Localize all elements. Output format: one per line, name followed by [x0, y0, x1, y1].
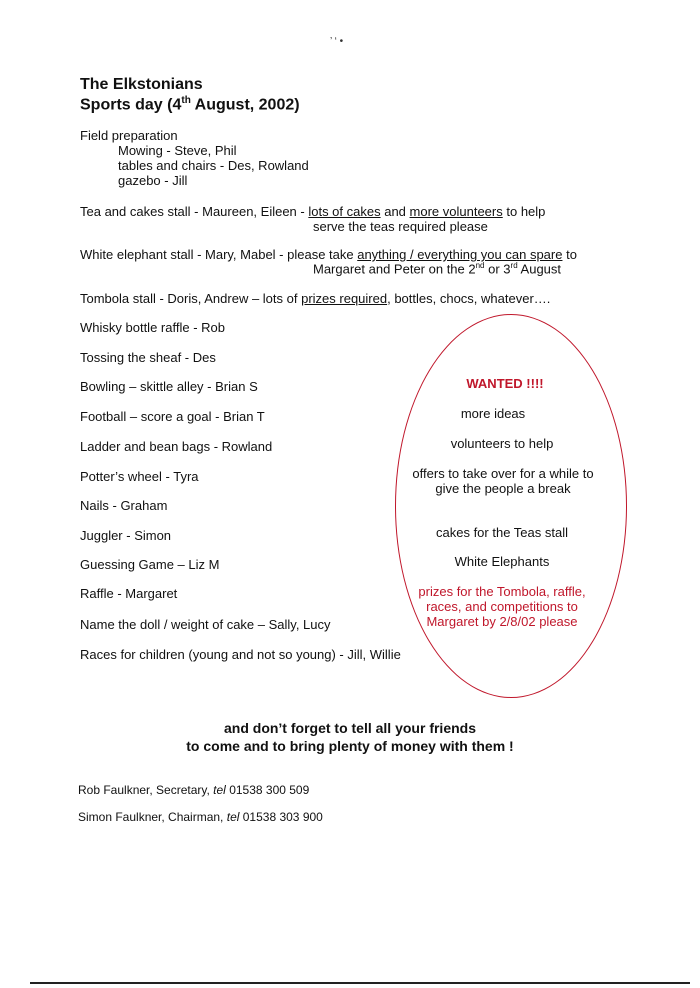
activity-item: Name the doll / weight of cake – Sally, Lucy: [80, 617, 331, 632]
wanted-oval: [395, 314, 627, 698]
wanted-item: offers to take over for a while to give the people a break: [412, 466, 594, 496]
contact-chairman: Simon Faulkner, Chairman, tel 01538 303 900: [78, 810, 323, 824]
wanted-item: cakes for the Teas stall: [436, 525, 568, 540]
scan-mark: ’ ‘ •: [330, 36, 344, 47]
activity-item: Football – score a goal - Brian T: [80, 409, 265, 424]
activity-item: Ladder and bean bags - Rowland: [80, 439, 273, 454]
activity-item: Whisky bottle raffle - Rob: [80, 320, 225, 335]
activity-item: Raffle - Margaret: [80, 586, 178, 601]
white-elephant-line: White elephant stall - Mary, Mabel - please take anything / everything you can spare to: [80, 247, 577, 262]
contact-secretary: Rob Faulkner, Secretary, tel 01538 300 509: [78, 783, 310, 797]
activity-item: Juggler - Simon: [80, 528, 172, 543]
activity-item: Guessing Game – Liz M: [80, 557, 220, 572]
activity-item: Races for children (young and not so young) - Jill, Willie: [80, 647, 401, 662]
wanted-heading: WANTED !!!!: [466, 376, 544, 391]
wanted-item: White Elephants: [454, 554, 550, 569]
tea-stall-line: Tea and cakes stall - Maureen, Eileen - lots of cakes and more volunteers to help: [80, 204, 546, 219]
page-bottom-edge: [30, 982, 690, 984]
field-item: tables and chairs - Des, Rowland: [118, 158, 309, 173]
closing-line-2: to come and to bring plenty of money with them !: [186, 738, 514, 754]
field-item: gazebo - Jill: [118, 173, 188, 188]
field-preparation-heading: Field preparation: [80, 128, 178, 143]
activity-item: Potter’s wheel - Tyra: [80, 469, 199, 484]
tea-stall-line2: serve the teas required please: [313, 219, 488, 234]
document-title: The Elkstonians: [80, 76, 203, 93]
white-elephant-line2: Margaret and Peter on the 2nd or 3rd August: [313, 261, 562, 277]
wanted-item: volunteers to help: [450, 436, 554, 451]
activity-item: Nails - Graham: [80, 498, 168, 513]
tombola-line: Tombola stall - Doris, Andrew – lots of prizes required, bottles, chocs, whatever….: [80, 291, 551, 306]
wanted-prizes: prizes for the Tombola, raffle, races, and competitions to Margaret by 2/8/02 please: [418, 584, 586, 629]
activity-item: Bowling – skittle alley - Brian S: [80, 379, 258, 394]
wanted-item: more ideas: [460, 406, 526, 421]
activity-item: Tossing the sheaf - Des: [80, 350, 216, 365]
document-subtitle: Sports day (4th August, 2002): [80, 95, 300, 114]
closing-line-1: and don’t forget to tell all your friends: [223, 720, 476, 736]
field-item: Mowing - Steve, Phil: [118, 143, 237, 158]
